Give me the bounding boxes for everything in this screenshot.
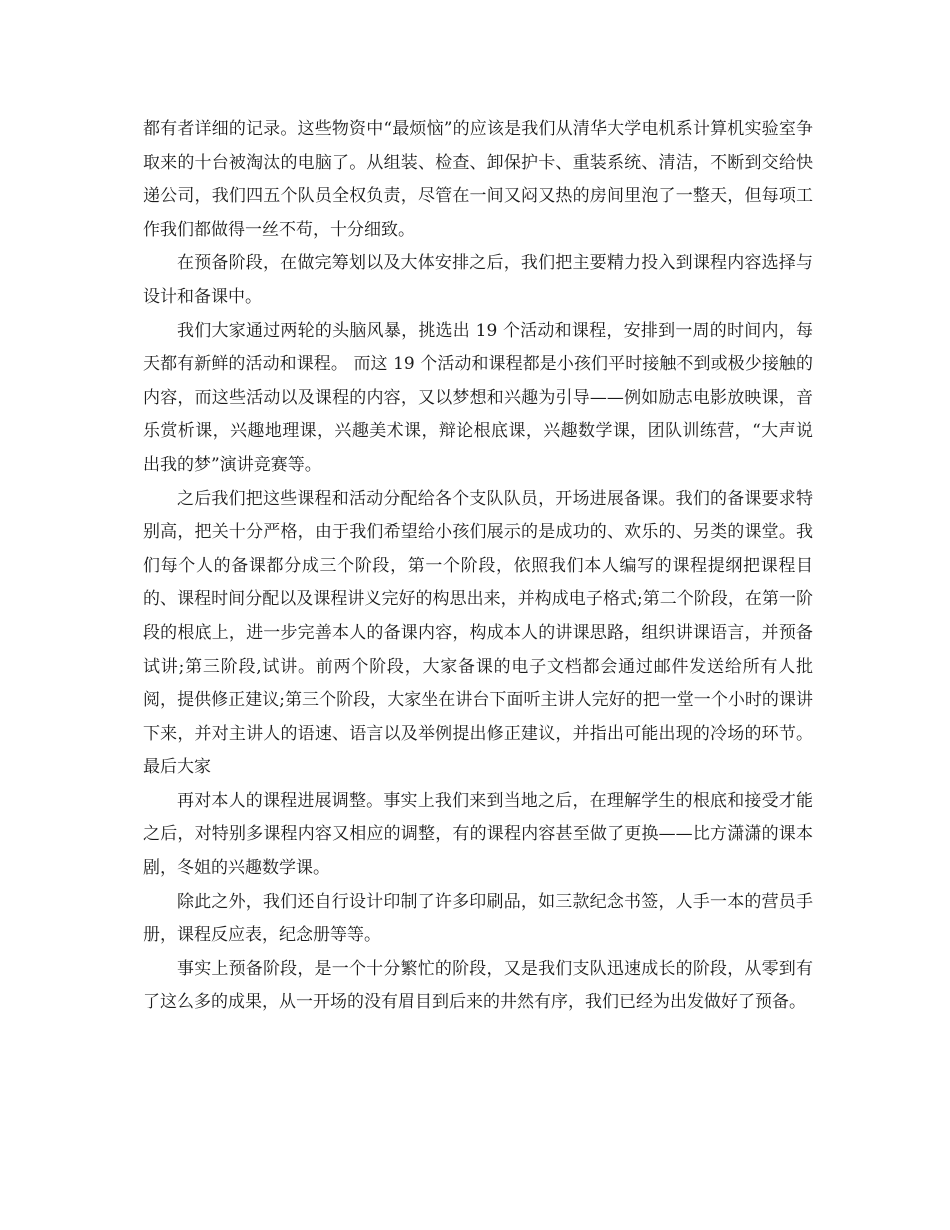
paragraph-summary: 事实上预备阶段，是一个十分繁忙的阶段，又是我们支队迅速成长的阶段，从零到有了这么多的成果，从一开场的没有眉目到后来的井然有序，我们已经为出发做好了预备。 — [143, 958, 813, 1013]
document-page — [143, 113, 813, 1020]
paragraph-preparation-focus: 在预备阶段，在做完筹划以及大体安排之后，我们把主要精力投入到课程内容选择与设计和备课中。 — [143, 253, 813, 307]
paragraph-continuation: 都有者详细的记录。这些物资中“最烦恼”的应该是我们从清华大学电机系计算机实验室争取来的十台被淘汰的电脑了。从组装、检查、卸保护卡、重装系统、清洁，不断到交给快递公司，我们四五个队员全权负责，尽管在一间又闷又热的房间里泡了一整天，但每项工作我们都做得一丝不苟，十分细致。 — [143, 119, 813, 240]
paragraph-lesson-preparation: 之后我们把这些课程和活动分配给各个支队队员，开场进展备课。我们的备课要求特别高，把关十分严格，由于我们希望给小孩们展示的是成功的、欢乐的、另类的课堂。我们每个人的备课都分成三个阶段，第一个阶段，依照我们本人编写的课程提纲把课程目的、课程时间分配以及课程讲义完好的构思出来，并构成电子格式;第二个阶段，在第一阶段的根底上，进一步完善本人的备课内容，构成本人的讲课思路，组织讲课语言，并预备试讲;第三阶段,试讲。前两个阶段，大家备课的电子文档都会通过邮件发送给所有人批阅，提供修正建议;第三个阶段，大家坐在讲台下面听主讲人完好的把一堂一个小时的课讲下来，并对主讲人的语速、语言以及举例提出修正建议，并指出可能出现的冷场的环节。最后大家 — [143, 488, 813, 778]
paragraph-brainstorm-courses: 我们大家通过两轮的头脑风暴，挑选出 19 个活动和课程，安排到一周的时间内，每天都有新鲜的活动和课程。 而这 19 个活动和课程都是小孩们平时接触不到或极少接触的内容，而这些活动以及课程的内容，又以梦想和兴趣为引导——例如励志电影放映课，音乐赏析课，兴趣地理课，兴趣美术课，辩论根底课，兴趣数学课，团队训练营，“大声说出我的梦”演讲竞赛等。 — [143, 320, 813, 475]
paragraph-printed-materials: 除此之外，我们还自行设计印制了许多印刷品，如三款纪念书签，人手一本的营员手册，课程反应表，纪念册等等。 — [143, 891, 813, 946]
paragraph-course-adjustment: 再对本人的课程进展调整。事实上我们来到当地之后，在理解学生的根底和接受才能之后，对特别多课程内容又相应的调整，有的课程内容甚至做了更换——比方潇潇的课本剧，冬姐的兴趣数学课。 — [143, 790, 813, 879]
